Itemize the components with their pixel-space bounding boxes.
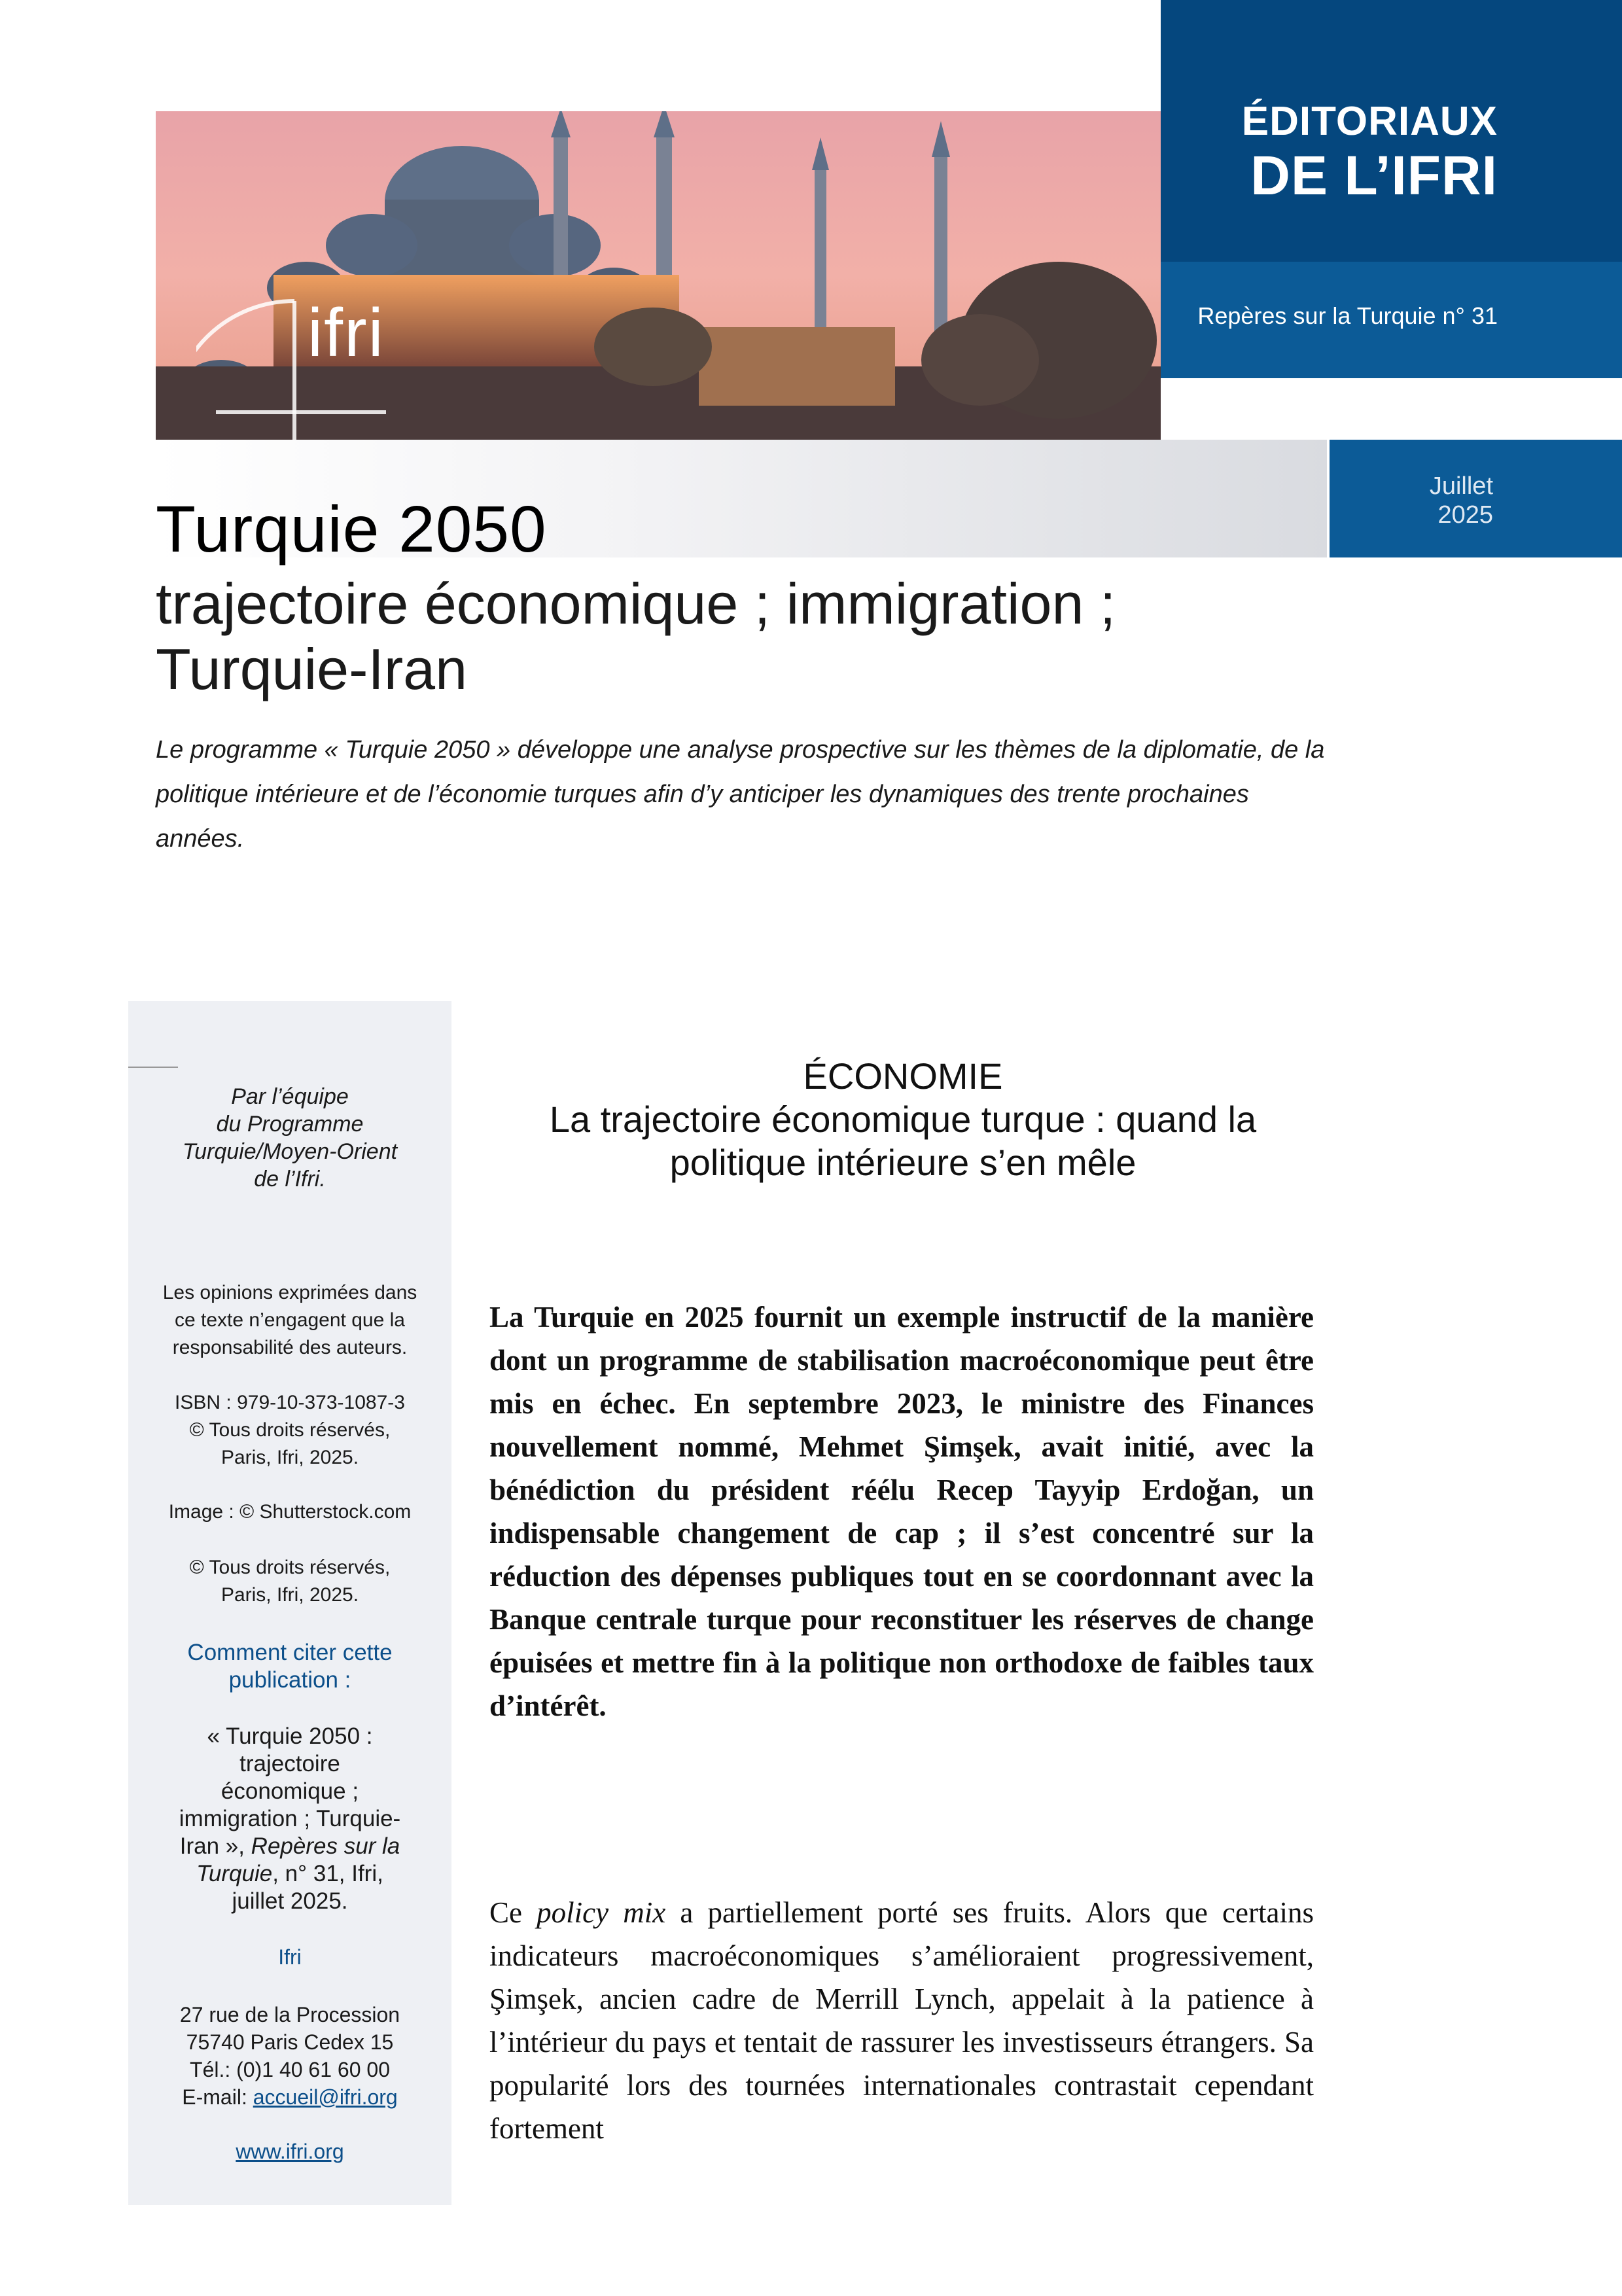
- program-intro: Le programme « Turquie 2050 » développe une analyse prospective sur les thèmes de la diplomatie, de la politique intérieure et de l’économie turques afin d’y anticiper les dynamiques des trente prochaines années.: [156, 736, 1325, 853]
- brand-title-line2: DE L’IFRI: [1250, 145, 1498, 206]
- article-title-line: politique intérieure s’en mêle: [669, 1142, 1137, 1183]
- email-line: [139, 2083, 440, 2111]
- citation-series-italic: Turquie: [196, 1861, 273, 1886]
- body-paragraph: [489, 1891, 1314, 2150]
- lead-paragraph: La Turquie en 2025 fournit un exemple instructif de la manière dont un programme de stabilisation macroéconomique peut être mis en échec. En septembre 2023, le ministre des Finances nouvellement nommé, Mehmet Şimşek, avait initié, avec la bénédiction du président réélu Recep Tayyip Erdoğan, un indispensable changement de cap ; il s’est concentré sur la réduction des dépenses publiques tout en se coordonnant avec la Banque centrale turque pour reconstituer les réserves de change épuisées et mettre fin à la politique non orthodoxe de faibles taux d’intérêt.: [489, 1301, 1314, 1722]
- copyright-line: Paris, Ifri, 2025.: [220, 1447, 359, 1468]
- citation-text: [139, 1723, 440, 1915]
- org-address: [139, 2001, 440, 2111]
- citation-heading: [139, 1639, 440, 1694]
- citation-line: immigration ; Turquie-: [179, 1806, 401, 1831]
- email-link[interactable]: accueil@ifri.org: [253, 2085, 398, 2109]
- citation-line: [139, 1860, 440, 1888]
- isbn-block: [139, 1389, 440, 1472]
- section-kicker: ÉCONOMIE: [803, 1055, 1003, 1097]
- disclaimer-line: responsabilité des auteurs.: [172, 1337, 408, 1358]
- article-title-line: La trajectoire économique turque : quand la: [549, 1099, 1257, 1140]
- ifri-logo-text: ifri: [308, 295, 385, 371]
- org-name: Ifri: [278, 1945, 302, 1969]
- citation-line: trajectoire: [239, 1751, 340, 1776]
- citation-line: « Turquie 2050 :: [207, 1723, 373, 1749]
- article-title: [497, 1098, 1309, 1184]
- brand-title-line1: ÉDITORIAUX: [1241, 99, 1498, 144]
- address-line: 27 rue de la Procession: [179, 2003, 400, 2026]
- author-line: Par l’équipe: [231, 1084, 349, 1109]
- citation-series-italic: Repères sur la: [251, 1833, 400, 1859]
- citation-line: juillet 2025.: [232, 1888, 348, 1914]
- copyright-line: Paris, Ifri, 2025.: [220, 1584, 359, 1606]
- citation-line: [139, 1833, 440, 1860]
- page-subtitle-line2: Turquie-Iran: [156, 637, 468, 701]
- citation-heading-line: Comment citer cette: [187, 1640, 393, 1665]
- rights-block: [139, 1554, 440, 1609]
- author-line: de l’Ifri.: [254, 1167, 326, 1192]
- series-label: Repères sur la Turquie n° 31: [1197, 302, 1498, 329]
- copyright-line: © Tous droits réservés,: [189, 1557, 391, 1578]
- website-container: [139, 2140, 440, 2164]
- paragraph-fragment: Ce: [489, 1896, 537, 1929]
- address-line: 75740 Paris Cedex 15: [186, 2030, 394, 2054]
- disclaimer-line: Les opinions exprimées dans: [162, 1282, 417, 1303]
- phone-line: Tél.: (0)1 40 61 60 00: [190, 2058, 390, 2081]
- copyright-line: © Tous droits réservés,: [189, 1419, 391, 1441]
- disclaimer: [139, 1279, 440, 1362]
- paragraph-emphasis: policy mix: [537, 1896, 666, 1929]
- author-line: Turquie/Moyen-Orient: [182, 1139, 398, 1164]
- date-year: 2025: [1437, 501, 1493, 529]
- author-line: du Programme: [216, 1112, 364, 1137]
- citation-heading-line: publication :: [228, 1667, 351, 1693]
- page-subtitle-line1: trajectoire économique ; immigration ;: [156, 571, 1116, 636]
- citation-fragment: , n° 31, Ifri,: [272, 1861, 383, 1886]
- date-month: Juillet: [1429, 472, 1493, 500]
- email-label: E-mail:: [182, 2085, 253, 2109]
- isbn: ISBN : 979-10-373-1087-3: [175, 1392, 405, 1413]
- author-credit: [139, 1083, 440, 1193]
- sidebar-divider: [128, 1067, 178, 1068]
- website-link[interactable]: www.ifri.org: [236, 2140, 344, 2163]
- image-credit: Image : © Shutterstock.com: [168, 1501, 412, 1523]
- citation-fragment: Iran »,: [179, 1833, 251, 1859]
- disclaimer-line: ce texte n’engagent que la: [175, 1309, 405, 1331]
- paragraph-fragment: a partiellement porté ses fruits. Alors que certains indicateurs macroéconomiques s’amélioraient progressivement, Şimşek, ancien cadre de Merrill Lynch, appelait à la patience à l’intérieur du pays et tentait de rassurer les investisseurs étrangers. Sa popularité lors des tournées internationales contrastait cependant fortement: [489, 1896, 1314, 2145]
- citation-line: économique ;: [220, 1778, 359, 1804]
- page-title: Turquie 2050: [156, 493, 547, 566]
